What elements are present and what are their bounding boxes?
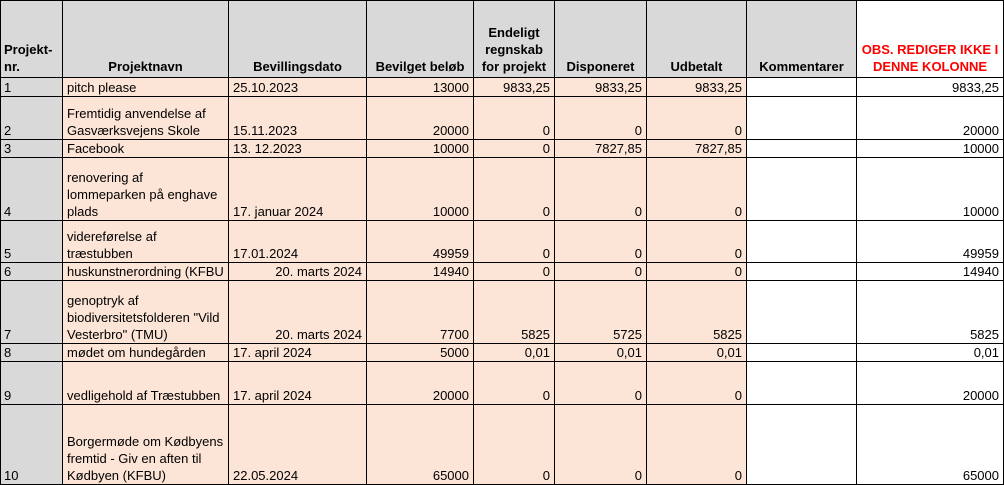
header-paid[interactable]: Udbetalt: [647, 1, 747, 78]
cell-granted-amount[interactable]: 20000: [367, 362, 474, 405]
cell-granted-amount[interactable]: 10000: [367, 140, 474, 158]
cell-comment[interactable]: [747, 140, 857, 158]
header-final-accounts[interactable]: Endeligt regnskab for projekt: [474, 1, 555, 78]
cell-project-name[interactable]: Fremtidig anvendelse af Gasværksvejens Skole: [63, 97, 229, 140]
cell-comment[interactable]: [747, 78, 857, 97]
cell-disposed[interactable]: 0: [555, 263, 647, 281]
cell-project-name[interactable]: pitch please: [63, 78, 229, 97]
cell-comment[interactable]: [747, 362, 857, 405]
cell-grant-date[interactable]: 17. april 2024: [229, 344, 367, 362]
cell-comment[interactable]: [747, 97, 857, 140]
cell-formula-value[interactable]: 10000: [857, 140, 1004, 158]
table-row: [1, 263, 1004, 281]
cell-granted-amount[interactable]: 5000: [367, 344, 474, 362]
cell-paid[interactable]: 0: [647, 263, 747, 281]
cell-grant-date[interactable]: 22.05.2024: [229, 405, 367, 485]
cell-disposed[interactable]: 7827,85: [555, 140, 647, 158]
cell-final-accounts[interactable]: 0: [474, 362, 555, 405]
cell-disposed[interactable]: 0,01: [555, 344, 647, 362]
cell-comment[interactable]: [747, 405, 857, 485]
cell-comment[interactable]: [747, 281, 857, 344]
cell-paid[interactable]: 0: [647, 405, 747, 485]
cell-granted-amount[interactable]: 65000: [367, 405, 474, 485]
cell-grant-date[interactable]: 20. marts 2024: [229, 263, 367, 281]
cell-grant-date[interactable]: 13. 12.2023: [229, 140, 367, 158]
cell-project-name[interactable]: Facebook: [63, 140, 229, 158]
cell-final-accounts[interactable]: 0: [474, 405, 555, 485]
cell-comment[interactable]: [747, 158, 857, 221]
cell-formula-value[interactable]: 49959: [857, 221, 1004, 263]
cell-final-accounts[interactable]: 0: [474, 97, 555, 140]
cell-formula-value[interactable]: 20000: [857, 97, 1004, 140]
cell-comment[interactable]: [747, 221, 857, 263]
cell-granted-amount[interactable]: 20000: [367, 97, 474, 140]
cell-paid[interactable]: 0: [647, 158, 747, 221]
cell-project-nr[interactable]: 3: [1, 140, 63, 158]
cell-project-name[interactable]: Borgermøde om Kødbyens fremtid - Giv en aften til Kødbyen (KFBU): [63, 405, 229, 485]
header-comments[interactable]: Kommentarer: [747, 1, 857, 78]
table-row: [1, 158, 1004, 221]
cell-granted-amount[interactable]: 49959: [367, 221, 474, 263]
cell-final-accounts[interactable]: 0,01: [474, 344, 555, 362]
cell-disposed[interactable]: 0: [555, 362, 647, 405]
table-row: [1, 140, 1004, 158]
table-row: [1, 97, 1004, 140]
cell-disposed[interactable]: 0: [555, 405, 647, 485]
cell-granted-amount[interactable]: 13000: [367, 78, 474, 97]
table-row: [1, 281, 1004, 344]
cell-paid[interactable]: 9833,25: [647, 78, 747, 97]
header-row: [1, 1, 1004, 78]
cell-project-name[interactable]: renovering af lommeparken på enghave plads: [63, 158, 229, 221]
cell-disposed[interactable]: 5725: [555, 281, 647, 344]
cell-grant-date[interactable]: 17.01.2024: [229, 221, 367, 263]
cell-granted-amount[interactable]: 7700: [367, 281, 474, 344]
cell-project-nr[interactable]: 6: [1, 263, 63, 281]
cell-project-name[interactable]: genoptryk af biodiversitetsfolderen "Vild Vesterbro" (TMU): [63, 281, 229, 344]
header-grant-date[interactable]: Bevillingsdato: [229, 1, 367, 78]
table-row: [1, 344, 1004, 362]
cell-comment[interactable]: [747, 344, 857, 362]
cell-project-name[interactable]: mødet om hundegården: [63, 344, 229, 362]
table-row: [1, 362, 1004, 405]
cell-granted-amount[interactable]: 14940: [367, 263, 474, 281]
header-granted-amount[interactable]: Bevilget beløb: [367, 1, 474, 78]
cell-disposed[interactable]: 9833,25: [555, 78, 647, 97]
cell-project-nr[interactable]: 2: [1, 97, 63, 140]
cell-disposed[interactable]: 0: [555, 221, 647, 263]
header-project-name[interactable]: Projektnavn: [63, 1, 229, 78]
cell-formula-value[interactable]: 0,01: [857, 344, 1004, 362]
cell-project-name[interactable]: videreførelse af træstubben: [63, 221, 229, 263]
cell-project-name[interactable]: vedligehold af Træstubben: [63, 362, 229, 405]
cell-paid[interactable]: 5825: [647, 281, 747, 344]
header-do-not-edit-warning[interactable]: OBS. REDIGER IKKE I DENNE KOLONNE: [857, 1, 1004, 78]
cell-grant-date[interactable]: 15.11.2023: [229, 97, 367, 140]
cell-grant-date[interactable]: 17. januar 2024: [229, 158, 367, 221]
cell-disposed[interactable]: 0: [555, 158, 647, 221]
cell-paid[interactable]: 0: [647, 97, 747, 140]
table-row: [1, 221, 1004, 263]
cell-final-accounts[interactable]: 0: [474, 263, 555, 281]
cell-project-nr[interactable]: 7: [1, 281, 63, 344]
cell-grant-date[interactable]: 20. marts 2024: [229, 281, 367, 344]
cell-formula-value[interactable]: 5825: [857, 281, 1004, 344]
cell-project-nr[interactable]: 10: [1, 405, 63, 485]
cell-formula-value[interactable]: 20000: [857, 362, 1004, 405]
cell-project-name[interactable]: huskunstnerordning (KFBU: [63, 263, 229, 281]
cell-disposed[interactable]: 0: [555, 97, 647, 140]
cell-paid[interactable]: 0: [647, 221, 747, 263]
header-disposed[interactable]: Disponeret: [555, 1, 647, 78]
cell-formula-value[interactable]: 9833,25: [857, 78, 1004, 97]
cell-formula-value[interactable]: 65000: [857, 405, 1004, 485]
table-row: [1, 78, 1004, 97]
cell-project-nr[interactable]: 4: [1, 158, 63, 221]
cell-final-accounts[interactable]: 0: [474, 221, 555, 263]
cell-comment[interactable]: [747, 263, 857, 281]
cell-final-accounts[interactable]: 0: [474, 158, 555, 221]
cell-paid[interactable]: 7827,85: [647, 140, 747, 158]
table-row: [1, 405, 1004, 485]
header-project-nr[interactable]: Projekt-nr.: [1, 1, 63, 78]
cell-final-accounts[interactable]: 0: [474, 140, 555, 158]
cell-paid[interactable]: 0: [647, 362, 747, 405]
cell-project-nr[interactable]: 5: [1, 221, 63, 263]
cell-formula-value[interactable]: 14940: [857, 263, 1004, 281]
cell-project-nr[interactable]: 9: [1, 362, 63, 405]
cell-formula-value[interactable]: 10000: [857, 158, 1004, 221]
cell-grant-date[interactable]: 25.10.2023: [229, 78, 367, 97]
cell-project-nr[interactable]: 8: [1, 344, 63, 362]
cell-final-accounts[interactable]: 5825: [474, 281, 555, 344]
cell-final-accounts[interactable]: 9833,25: [474, 78, 555, 97]
cell-grant-date[interactable]: 17. april 2024: [229, 362, 367, 405]
cell-project-nr[interactable]: 1: [1, 78, 63, 97]
cell-granted-amount[interactable]: 10000: [367, 158, 474, 221]
cell-paid[interactable]: 0,01: [647, 344, 747, 362]
